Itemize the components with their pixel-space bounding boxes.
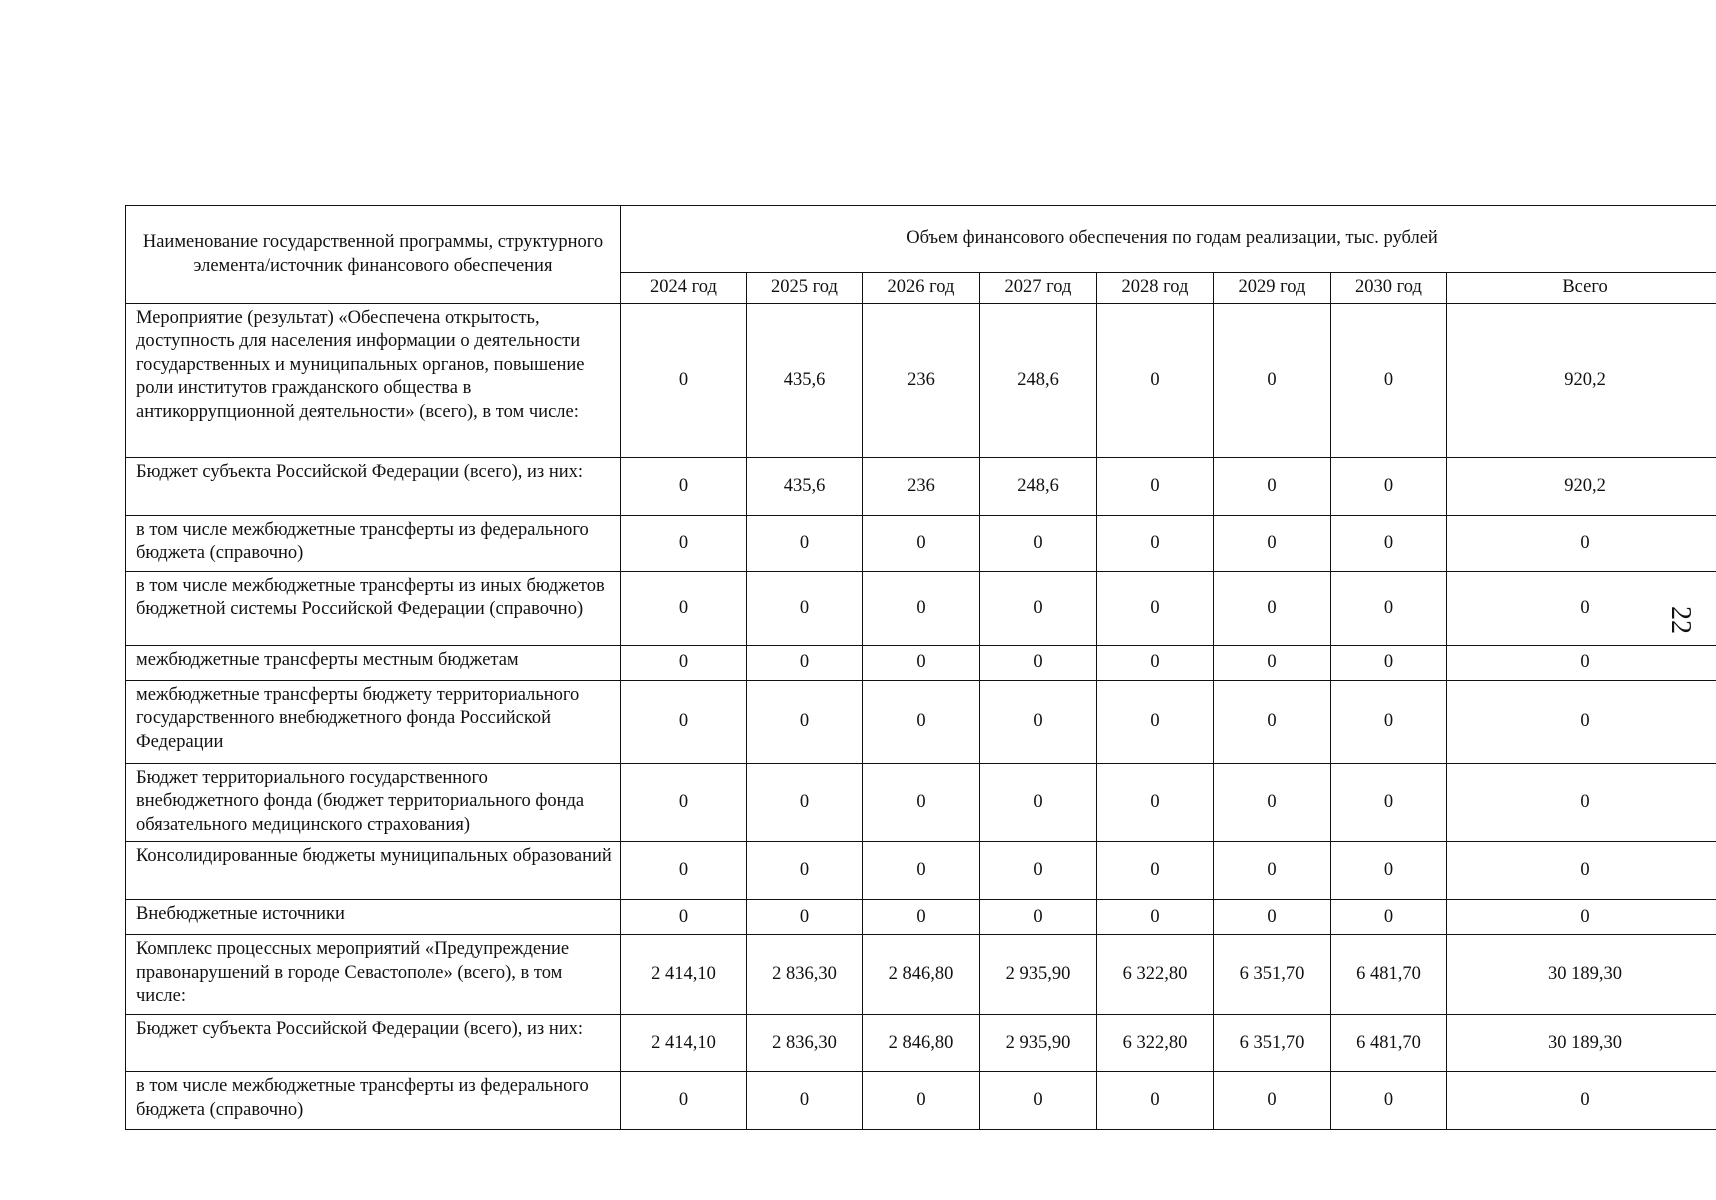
value-cell: 0: [1331, 764, 1447, 842]
value-cell: 6 351,70: [1214, 935, 1331, 1015]
row-name-cell: в том числе межбюджетные трансферты из федерального бюджета (справочно): [126, 516, 621, 572]
value-cell: 236: [863, 304, 980, 458]
value-cell: 0: [747, 842, 863, 900]
value-cell: 0: [980, 572, 1097, 646]
value-cell: 0: [980, 900, 1097, 935]
value-cell: 6 322,80: [1097, 935, 1214, 1015]
value-cell: 0: [980, 681, 1097, 764]
year-header: 2024 год: [621, 273, 747, 304]
value-cell: 6 481,70: [1331, 1015, 1447, 1072]
value-cell: 248,6: [980, 458, 1097, 516]
row-name-cell: Внебюджетные источники: [126, 900, 621, 935]
value-cell: 0: [1331, 458, 1447, 516]
table-row: [126, 516, 1716, 572]
value-cell: 0: [621, 572, 747, 646]
table-row: [126, 764, 1716, 842]
value-cell: 0: [980, 646, 1097, 681]
value-cell: 0: [863, 646, 980, 681]
value-cell: 0: [747, 900, 863, 935]
header-row-group: [126, 206, 1716, 273]
value-cell: 2 414,10: [621, 935, 747, 1015]
value-cell: 0: [1097, 646, 1214, 681]
value-cell: 2 836,30: [747, 1015, 863, 1072]
value-cell: 435,6: [747, 458, 863, 516]
value-cell: 0: [863, 842, 980, 900]
value-cell: 0: [1331, 900, 1447, 935]
value-cell: 236: [863, 458, 980, 516]
value-cell: 0: [980, 842, 1097, 900]
total-value-cell: 920,2: [1447, 458, 1716, 516]
table-row: [126, 900, 1716, 935]
value-cell: 0: [747, 572, 863, 646]
total-value-cell: 0: [1447, 681, 1716, 764]
value-cell: 0: [863, 681, 980, 764]
value-cell: 0: [1214, 1072, 1331, 1130]
value-cell: 0: [1214, 516, 1331, 572]
value-cell: 0: [980, 516, 1097, 572]
row-name-cell: межбюджетные трансферты местным бюджетам: [126, 646, 621, 681]
value-cell: 0: [863, 1072, 980, 1130]
value-cell: 0: [1214, 304, 1331, 458]
table-row: [126, 1072, 1716, 1130]
value-cell: 0: [980, 1072, 1097, 1130]
row-name-cell: Бюджет территориального государственного внебюджетного фонда (бюджет территориального фонда обязательного медицинского страхования): [126, 764, 621, 842]
value-cell: 0: [621, 516, 747, 572]
financing-table: [125, 205, 1716, 1130]
row-name-cell: в том числе межбюджетные трансферты из федерального бюджета (справочно): [126, 1072, 621, 1130]
value-cell: 6 322,80: [1097, 1015, 1214, 1072]
value-cell: 0: [747, 1072, 863, 1130]
table-row: [126, 572, 1716, 646]
year-header: 2030 год: [1331, 273, 1447, 304]
value-cell: 0: [1331, 646, 1447, 681]
value-cell: 0: [863, 572, 980, 646]
value-cell: 0: [1097, 572, 1214, 646]
value-cell: 0: [863, 516, 980, 572]
table-row: [126, 1015, 1716, 1072]
value-cell: 0: [1214, 572, 1331, 646]
table-row: [126, 646, 1716, 681]
value-cell: 0: [621, 681, 747, 764]
value-cell: 0: [621, 304, 747, 458]
value-cell: 0: [1097, 304, 1214, 458]
year-header: 2029 год: [1214, 273, 1331, 304]
name-column-header: Наименование государственной программы, структурного элемента/источник финансового обеспечения: [126, 206, 621, 304]
year-header: 2025 год: [747, 273, 863, 304]
row-name-cell: Бюджет субъекта Российской Федерации (всего), из них:: [126, 458, 621, 516]
value-cell: 2 846,80: [863, 1015, 980, 1072]
value-cell: 0: [1097, 681, 1214, 764]
value-cell: 0: [1097, 1072, 1214, 1130]
volume-group-header: Объем финансового обеспечения по годам реализации, тыс. рублей: [621, 206, 1716, 273]
value-cell: 0: [1214, 458, 1331, 516]
table-row: [126, 458, 1716, 516]
total-value-cell: 30 189,30: [1447, 935, 1716, 1015]
total-value-cell: 0: [1447, 1072, 1716, 1130]
total-value-cell: 0: [1447, 572, 1716, 646]
value-cell: 248,6: [980, 304, 1097, 458]
value-cell: 0: [1097, 764, 1214, 842]
value-cell: 0: [980, 764, 1097, 842]
value-cell: 0: [747, 764, 863, 842]
value-cell: 0: [747, 681, 863, 764]
value-cell: 435,6: [747, 304, 863, 458]
value-cell: 0: [747, 516, 863, 572]
value-cell: 2 846,80: [863, 935, 980, 1015]
value-cell: 0: [621, 764, 747, 842]
year-header: 2028 год: [1097, 273, 1214, 304]
total-value-cell: 30 189,30: [1447, 1015, 1716, 1072]
table-row: [126, 681, 1716, 764]
value-cell: 0: [1097, 458, 1214, 516]
value-cell: 0: [1331, 842, 1447, 900]
table-row: [126, 304, 1716, 458]
value-cell: 0: [1331, 1072, 1447, 1130]
total-value-cell: 0: [1447, 842, 1716, 900]
value-cell: 0: [621, 458, 747, 516]
value-cell: 0: [621, 646, 747, 681]
row-name-cell: Мероприятие (результат) «Обеспечена открытость, доступность для населения информации о деятельности государственных и муниципальных органов, повышение роли институтов гражданского общества в антикоррупционной деятельности» (всего), в том числе:: [126, 304, 621, 458]
page-number: 22: [1665, 606, 1696, 634]
value-cell: 0: [1214, 900, 1331, 935]
row-name-cell: Бюджет субъекта Российской Федерации (всего), из них:: [126, 1015, 621, 1072]
total-value-cell: 0: [1447, 646, 1716, 681]
total-value-cell: 0: [1447, 900, 1716, 935]
value-cell: 0: [621, 900, 747, 935]
value-cell: 0: [863, 764, 980, 842]
value-cell: 0: [621, 1072, 747, 1130]
value-cell: 0: [863, 900, 980, 935]
year-header: 2026 год: [863, 273, 980, 304]
value-cell: 0: [1331, 516, 1447, 572]
total-header: Всего: [1447, 273, 1716, 304]
row-name-cell: межбюджетные трансферты бюджету территориального государственного внебюджетного фонда Российской Федерации: [126, 681, 621, 764]
value-cell: 0: [1097, 842, 1214, 900]
value-cell: 2 414,10: [621, 1015, 747, 1072]
total-value-cell: 0: [1447, 516, 1716, 572]
value-cell: 0: [1214, 646, 1331, 681]
row-name-cell: в том числе межбюджетные трансферты из иных бюджетов бюджетной системы Российской Федерации (справочно): [126, 572, 621, 646]
total-value-cell: 920,2: [1447, 304, 1716, 458]
value-cell: 6 351,70: [1214, 1015, 1331, 1072]
year-header: 2027 год: [980, 273, 1097, 304]
value-cell: 0: [1214, 681, 1331, 764]
table-row: [126, 935, 1716, 1015]
value-cell: 0: [621, 842, 747, 900]
value-cell: 0: [1331, 304, 1447, 458]
value-cell: 0: [1214, 764, 1331, 842]
value-cell: 6 481,70: [1331, 935, 1447, 1015]
value-cell: 2 935,90: [980, 935, 1097, 1015]
row-name-cell: Консолидированные бюджеты муниципальных образований: [126, 842, 621, 900]
value-cell: 0: [1097, 900, 1214, 935]
value-cell: 2 836,30: [747, 935, 863, 1015]
value-cell: 0: [1097, 516, 1214, 572]
total-value-cell: 0: [1447, 764, 1716, 842]
value-cell: 0: [747, 646, 863, 681]
value-cell: 0: [1331, 572, 1447, 646]
value-cell: 0: [1214, 842, 1331, 900]
table-row: [126, 842, 1716, 900]
value-cell: 2 935,90: [980, 1015, 1097, 1072]
table-body: [126, 304, 1716, 1130]
row-name-cell: Комплекс процессных мероприятий «Предупреждение правонарушений в городе Севастополе» (всего), в том числе:: [126, 935, 621, 1015]
value-cell: 0: [1331, 681, 1447, 764]
